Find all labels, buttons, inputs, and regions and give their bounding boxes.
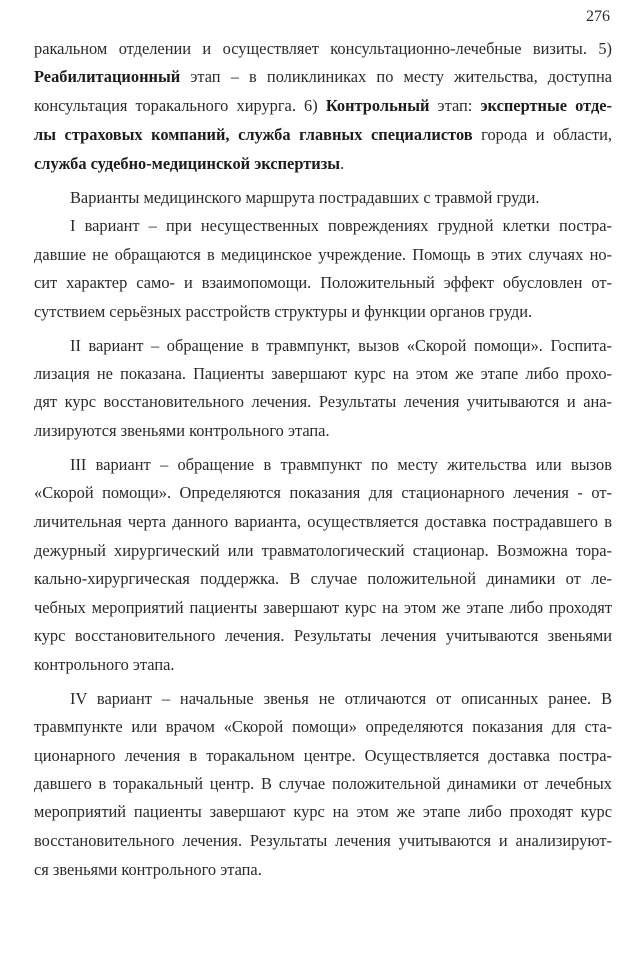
text-span: лизируются звеньями контрольного этапа. (34, 421, 330, 440)
text-line (34, 714, 612, 740)
text-line (70, 686, 612, 712)
text-line (34, 595, 612, 621)
text-line (34, 299, 612, 325)
text-span: дежурный хирургический или травматологический стационар. Возможна тора- (34, 541, 612, 560)
text-line (34, 122, 612, 148)
text-line (70, 213, 612, 239)
text-span: III вариант – обращение в травмпункт по месту жительства или вызов (70, 455, 612, 474)
text-line (70, 452, 612, 478)
text-span: ся звеньями контрольного этапа. (34, 860, 262, 879)
bold-text-span: лы страховых компаний, служба главных специалистов (34, 125, 473, 144)
text-span: кально-хирургическая поддержка. В случае положительной динамики от ле- (34, 569, 612, 588)
bold-text-span: Реабилитационный (34, 67, 181, 86)
text-line (34, 64, 612, 90)
text-span: курс восстановительного лечения. Результаты лечения учитываются звеньями (34, 626, 612, 645)
text-span: давшие не обращаются в медицинское учреждение. Помощь в этих случаях но- (34, 245, 612, 264)
text-line (34, 93, 612, 119)
text-span: II вариант – обращение в травмпункт, вызов «Скорой помощи». Госпита- (70, 336, 612, 355)
text-line (34, 509, 612, 535)
text-line (70, 185, 612, 211)
text-span: консультация торакального хирурга. 6) (34, 96, 326, 115)
bold-text-span: экспертные отде- (480, 96, 613, 115)
text-span: личительная черта данного варианта, осуществляется доставка пострадавшего в (34, 512, 612, 531)
text-line (34, 480, 612, 506)
text-line (34, 623, 612, 649)
text-line (34, 270, 612, 296)
text-span: сутствием серьёзных расстройств структуры и функции органов груди. (34, 302, 533, 321)
text-span: дят курс восстановительного лечения. Результаты лечения учитываются и ана- (34, 392, 612, 411)
text-line (34, 857, 612, 883)
text-span: IV вариант – начальные звенья не отличаются от описанных ранее. В (70, 689, 612, 708)
text-line (70, 333, 612, 359)
text-span: этап – в поликлиниках по месту жительства, доступна (180, 67, 612, 86)
text-span: сит характер само- и взаимопомощи. Положительный эффект обусловлен от- (34, 273, 612, 292)
text-span: давшего в торакальный центр. В случае положительной динамики от лечебных (34, 774, 612, 793)
text-span: «Скорой помощи». Определяются показания для стационарного лечения - от- (34, 483, 612, 502)
text-line (34, 566, 612, 592)
text-line (34, 771, 612, 797)
page-number: 276 (586, 8, 610, 25)
text-line (34, 743, 612, 769)
text-span: ционарного лечения в торакальном центре. Осуществляется доставка постра- (34, 746, 612, 765)
text-line (34, 151, 612, 177)
text-line (34, 418, 612, 444)
text-span: контрольного этапа. (34, 655, 175, 674)
text-span: этап: (429, 96, 481, 115)
text-span: чебных мероприятий пациенты завершают курс на этом же этапе либо проходят (34, 598, 612, 617)
text-span: . (340, 154, 345, 173)
text-line (34, 828, 612, 854)
text-span: лизация не показана. Пациенты завершают курс на этом же этапе либо прохо- (34, 364, 612, 383)
text-line (34, 389, 612, 415)
text-line (34, 538, 612, 564)
bold-text-span: Контрольный (325, 96, 430, 115)
text-span: города и области, (472, 125, 612, 144)
text-span: мероприятий пациенты завершают курс на этом же этапе либо проходят курс (34, 802, 612, 821)
text-line (34, 361, 612, 387)
text-line (34, 652, 612, 678)
text-span: восстановительного лечения. Результаты лечения учитываются и анализируют- (34, 831, 612, 850)
text-line (34, 799, 612, 825)
text-line (34, 36, 612, 62)
text-span: травмпункте или врачом «Скорой помощи» определяются показания для ста- (34, 717, 612, 736)
text-span: Варианты медицинского маршрута пострадавших с травмой груди. (70, 188, 540, 207)
text-span: ракальном отделении и осуществляет консультационно-лечебные визиты. 5) (34, 39, 612, 58)
bold-text-span: служба судебно-медицинской экспертизы (34, 154, 341, 173)
text-span: I вариант – при несущественных повреждениях грудной клетки постра- (70, 216, 612, 235)
text-line (34, 242, 612, 268)
